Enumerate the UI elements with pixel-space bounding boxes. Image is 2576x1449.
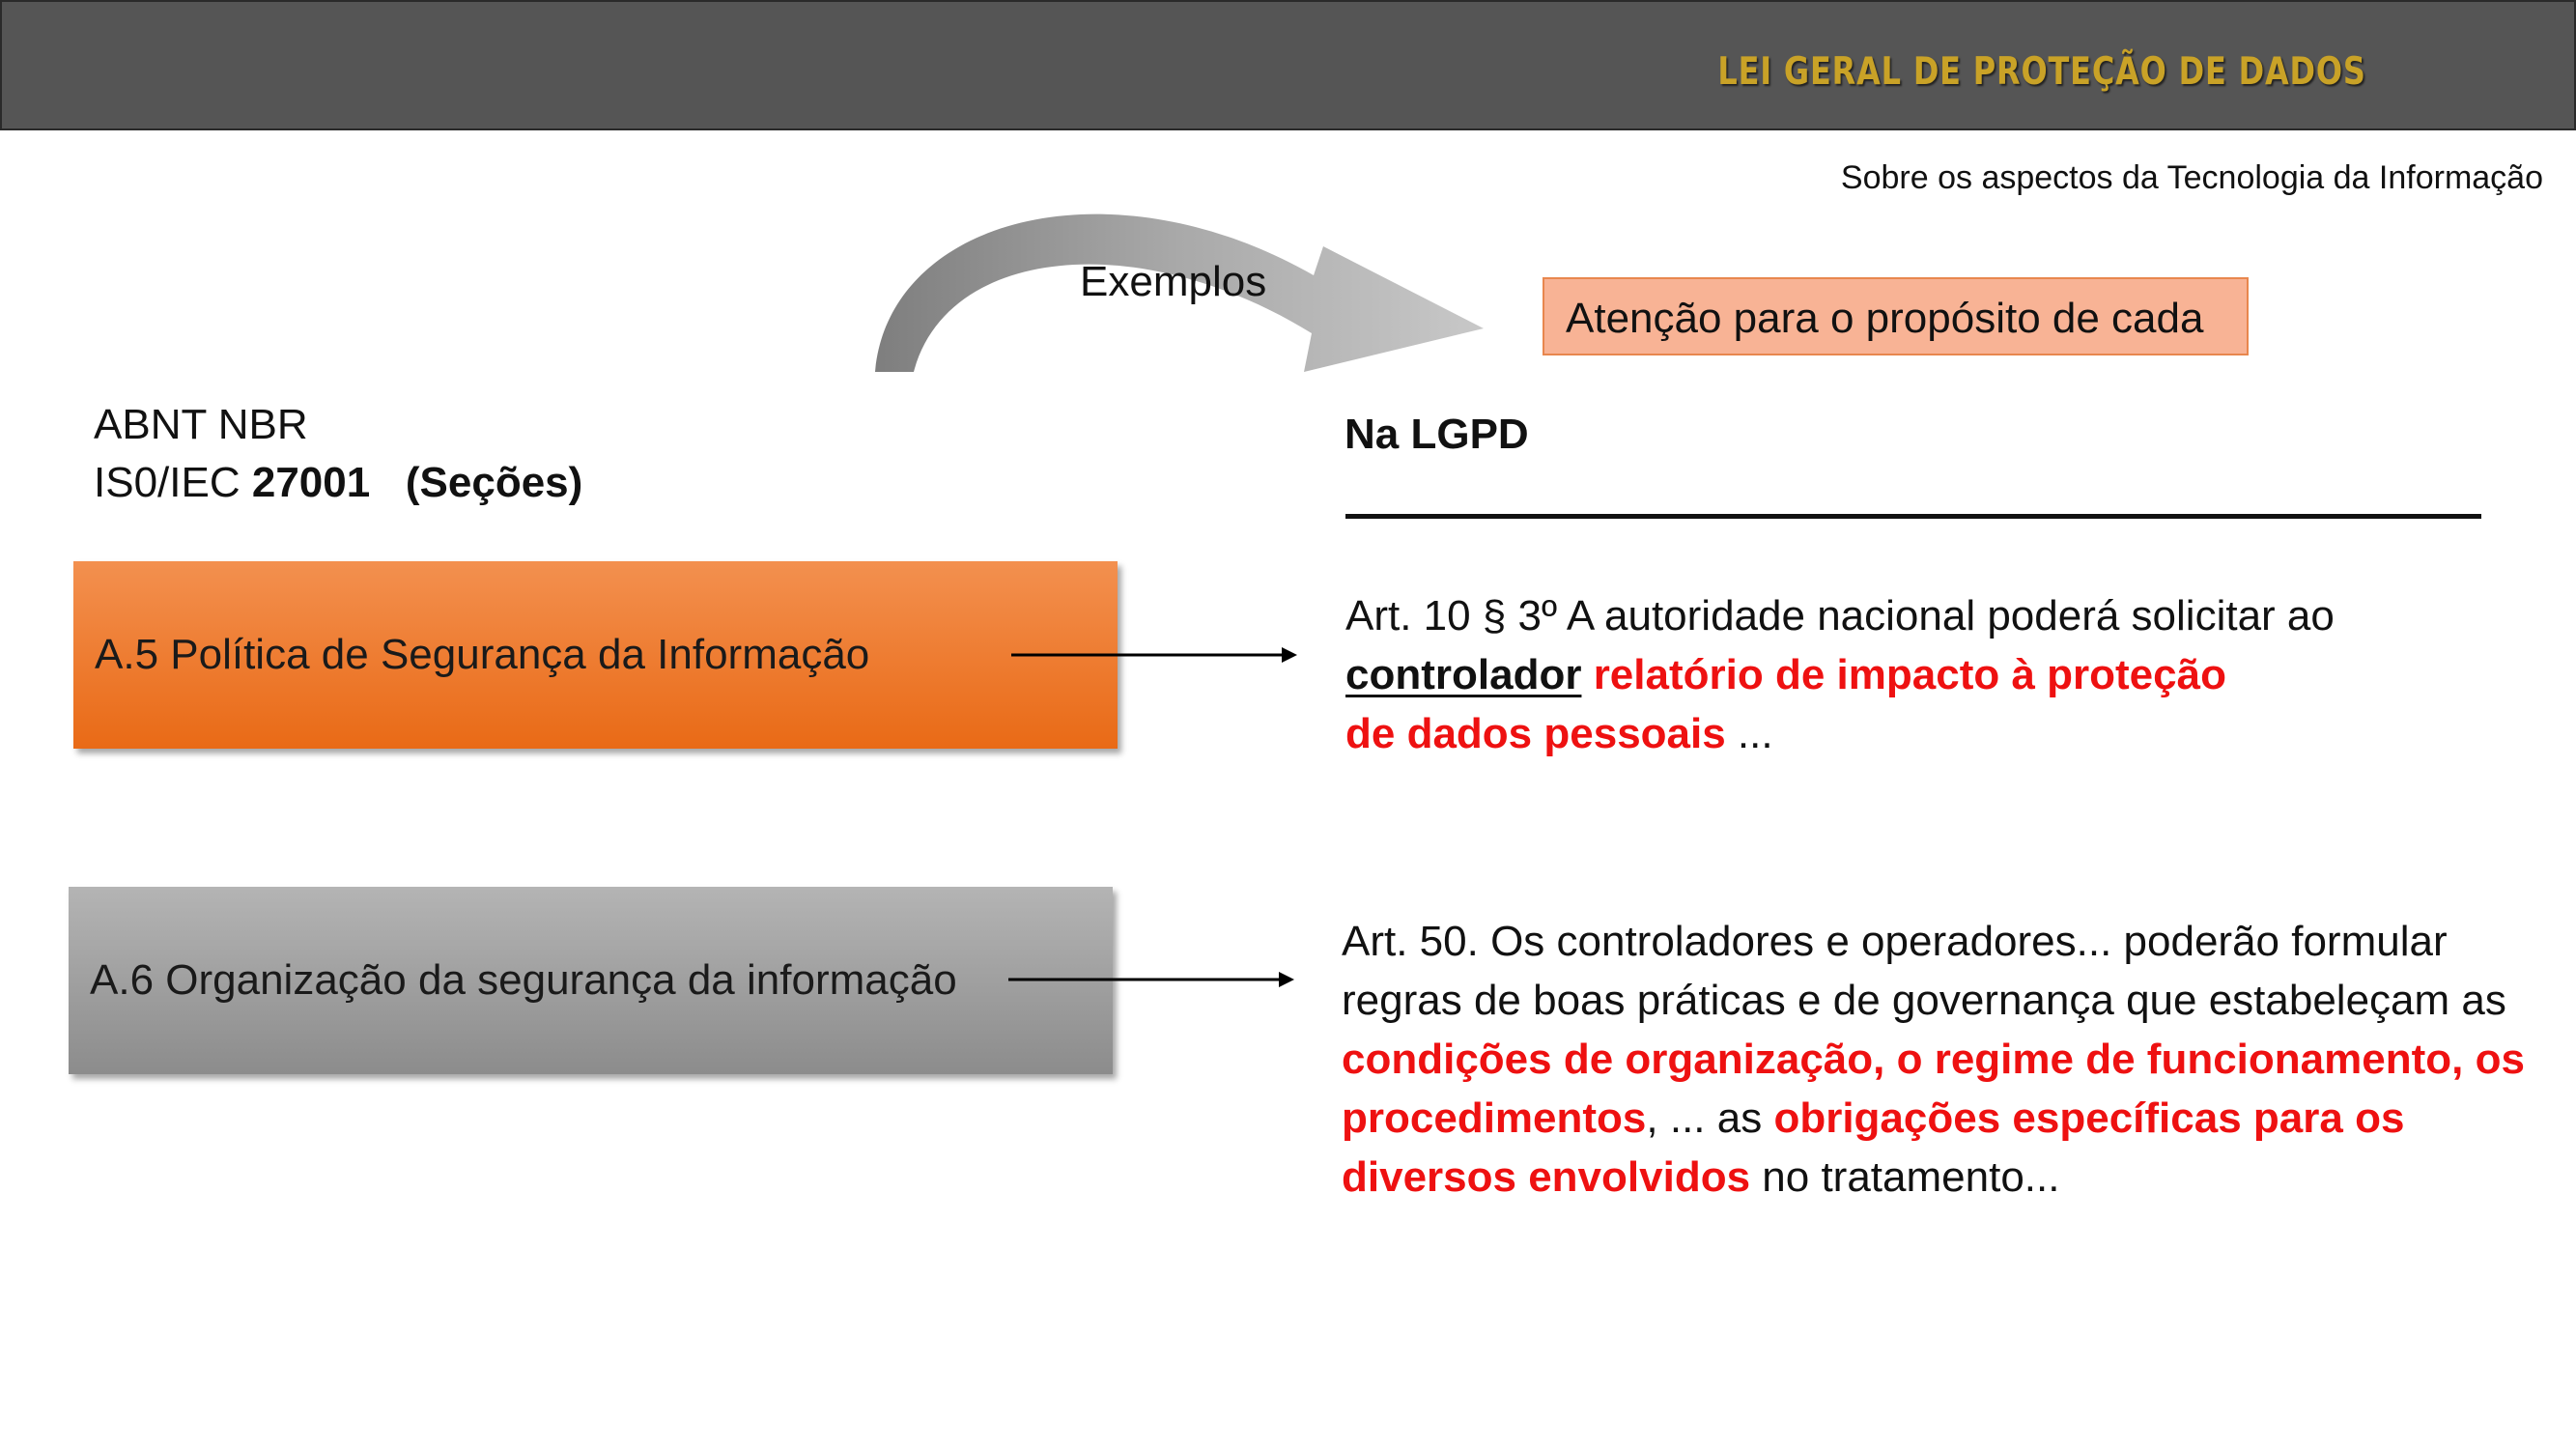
standard-number: 27001 [251,459,371,506]
section-box-a5 [73,561,1118,749]
section-box-a6 [69,887,1113,1074]
controller-term: controlador [1345,651,1582,698]
connector-arrow-icon [1006,967,1296,992]
sections-label: (Seções) [405,459,583,506]
standard-line-2: IS0/IEC 27001 (Seções) [94,459,583,506]
highlight-text: relatório de impacto à proteção [1593,651,2226,698]
heading-rule [1345,514,2481,519]
section-a5-label: A.5 Política de Segurança da Informação [95,631,870,678]
lgpd-heading: Na LGPD [1345,411,1529,458]
examples-label: Exemplos [1080,258,1267,305]
attention-callout: Atenção para o propósito de cada [1543,277,2249,355]
section-a6-label: A.6 Organização da segurança da informação [90,956,957,1004]
connector-arrow-icon [1009,642,1299,668]
highlight-text: condições de organização, o regime de funcionamento, os procedimentos [1342,1036,2525,1142]
article-50-text: Art. 50. Os controladores e operadores... poderão formular regras de boas práticas e de governança que estabeleçam as condições de organização, o regime de funcionamento, os procedimentos, ... as obrigações específicas para os diversos envolvidos no tratamento... [1342,918,2525,1201]
highlight-text: de dados pessoais [1345,710,1726,757]
slide-title: LEI GERAL DE PROTEÇÃO DE DADOS [1717,50,2366,94]
standard-line-1: ABNT NBR [94,401,308,448]
standard-heading [94,396,582,512]
highlight-text: obrigações específicas para os diversos envolvidos [1342,1094,2405,1201]
slide-subtitle: Sobre os aspectos da Tecnologia da Informação [1840,159,2543,196]
header-bar [0,0,2576,130]
article-10-text: Art. 10 § 3º A autoridade nacional poderá solicitar ao controlador relatório de impacto à proteção de dados pessoais ... [1345,592,2335,757]
